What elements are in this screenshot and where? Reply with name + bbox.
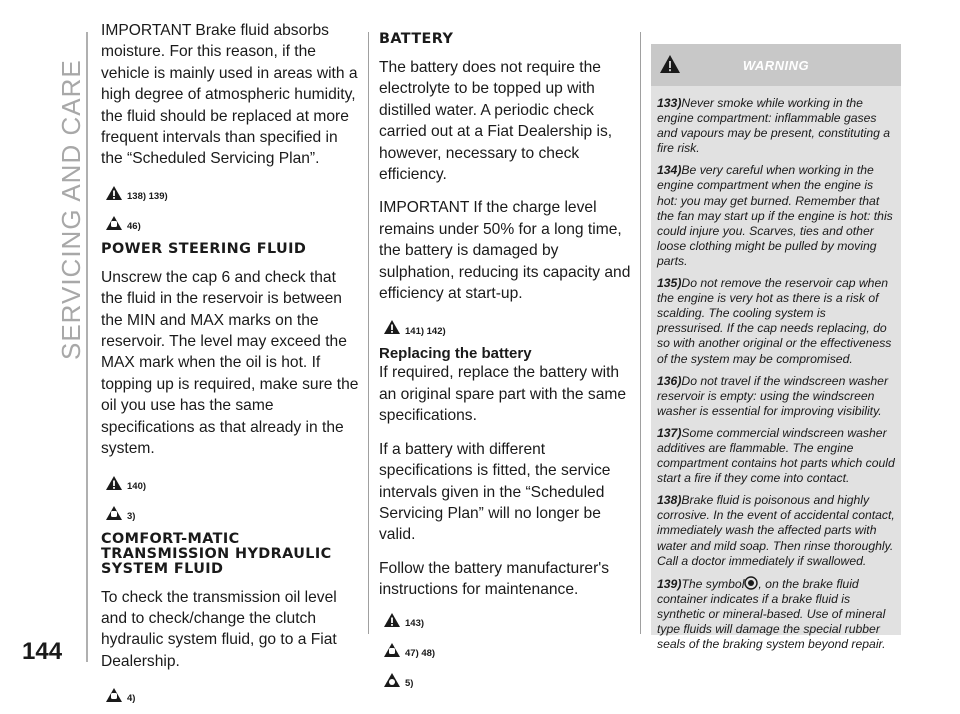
heading-comfort-matic: COMFORT-MATIC TRANSMISSION HYDRAULIC SYSTEM FLUID bbox=[101, 530, 332, 577]
power-steering-paragraph: Unscrew the cap 6 and check that the fluid in the reservoir is between the MIN and MAX marks on the reservoir. The level may exceed the MAX mark when the oil is hot. If topping up is required, make sure the oil you use has the same specifications as that already in the system. bbox=[101, 268, 359, 458]
warning-list bbox=[651, 86, 901, 652]
warning-item bbox=[657, 426, 895, 486]
warning-item bbox=[657, 163, 895, 269]
caution-ref-number: 46) bbox=[127, 221, 141, 233]
column-middle bbox=[379, 20, 631, 699]
warning-triangle-icon bbox=[105, 185, 123, 201]
warning-ref bbox=[105, 472, 359, 494]
warning-item-text: Do not remove the reservoir cap when the engine is very hot as there is a risk of scalding. The cooling system is pressurised. If the cap needs replacing, do so with another original or the effectiveness of the system may be compromised. bbox=[657, 276, 892, 366]
warning-ref bbox=[383, 316, 631, 338]
warning-triangle-icon bbox=[659, 54, 681, 74]
warning-item-number: 139) bbox=[657, 576, 682, 591]
warning-ref bbox=[105, 182, 359, 204]
column-left bbox=[101, 20, 359, 714]
column-divider bbox=[640, 32, 641, 634]
caution-ref-number: 4) bbox=[127, 693, 136, 705]
column-divider bbox=[368, 32, 369, 634]
battery-important-paragraph: IMPORTANT If the charge level remains under 50% for a long time, the battery is damaged by sulphation, reducing its capacity and efficiency at start-up. bbox=[379, 199, 631, 303]
caution-hand-icon bbox=[105, 215, 123, 231]
brake-fluid-paragraph: IMPORTANT Brake fluid absorbs moisture. For this reason, if the vehicle is mainly used in areas with a high degree of atmospheric humidity, the fluid should be replaced at more frequent intervals than specified in the “Scheduled Servicing Plan”. bbox=[101, 22, 358, 168]
warning-item-number: 135) bbox=[657, 276, 682, 291]
caution-ref bbox=[105, 502, 359, 524]
environment-ref-number: 5) bbox=[405, 677, 414, 689]
warning-title: WARNING bbox=[742, 57, 810, 73]
caution-ref-number: 47) 48) bbox=[405, 647, 436, 659]
warning-box bbox=[651, 44, 901, 652]
warning-item bbox=[657, 493, 895, 568]
warning-item-number: 133) bbox=[657, 96, 682, 110]
warning-item-text: Brake fluid is poisonous and highly corrosive. In the event of accidental contact, immediately wash the affected parts with water and mild soap. Then rinse thoroughly. Call a doctor immediately if swallowed. bbox=[657, 493, 895, 568]
warning-item-text: The symbol bbox=[681, 576, 745, 591]
heading-replacing-battery: Replacing the battery bbox=[379, 345, 532, 363]
warning-item-text: , on the brake fluid container indicates if a brake fluid is synthetic or mineral-based. Use of mineral type fluids will damage the special rubber seals of the braking system beyond repair. bbox=[657, 576, 886, 652]
caution-hand-icon bbox=[383, 642, 401, 658]
warning-ref-number: 140) bbox=[127, 480, 147, 492]
warning-item-text: Never smoke while working in the engine compartment: inflammable gases and vapours may be present, constituting a fire risk. bbox=[657, 96, 891, 156]
warning-ref bbox=[383, 609, 631, 631]
warning-ref-number: 138) 139) bbox=[127, 191, 168, 203]
side-rule bbox=[86, 32, 88, 662]
environment-icon bbox=[383, 672, 401, 688]
warning-ref-number: 143) bbox=[405, 617, 425, 629]
heading-power-steering-fluid: POWER STEERING FLUID bbox=[101, 240, 307, 257]
warning-item bbox=[657, 276, 895, 367]
different-spec-paragraph: If a battery with different specifications is fitted, the service intervals given in the “Scheduled Servicing Plan” will no longer be valid. bbox=[379, 440, 611, 544]
caution-ref bbox=[105, 212, 359, 234]
caution-ref bbox=[105, 684, 359, 706]
warning-header bbox=[651, 44, 901, 86]
warning-triangle-icon bbox=[383, 612, 401, 628]
manufacturer-paragraph: Follow the battery manufacturer's instructions for maintenance. bbox=[379, 559, 610, 599]
warning-item-text: Do not travel if the windscreen washer reservoir is empty: using the windscreen washer is essential for improving visibility. bbox=[657, 373, 889, 418]
caution-hand-icon bbox=[105, 687, 123, 703]
caution-ref-number: 3) bbox=[127, 510, 136, 522]
caution-hand-icon bbox=[105, 505, 123, 521]
section-side-tab: SERVICING AND CARE bbox=[56, 59, 86, 360]
warning-item-text: Some commercial windscreen washer additives are flammable. The engine compartment contains hot parts which could start a fire if they come into contact. bbox=[657, 425, 895, 486]
caution-ref bbox=[383, 639, 631, 661]
warning-item-number: 136) bbox=[657, 373, 682, 388]
warning-item-text: Be very careful when working in the engine compartment when the engine is hot: you may get burned. Remember that the fan may start up if the engine is hot: this could injure you. Scarves, ties and other loose clothing might be pulled by moving parts. bbox=[657, 163, 893, 268]
warning-item-number: 138) bbox=[657, 493, 682, 508]
warning-item bbox=[657, 576, 895, 652]
brake-fluid-symbol-icon bbox=[744, 576, 758, 590]
warning-item bbox=[657, 374, 895, 419]
warning-item-number: 134) bbox=[657, 163, 682, 178]
warning-ref-number: 141) 142) bbox=[405, 325, 446, 337]
page-number: 144 bbox=[22, 638, 63, 665]
warning-triangle-icon bbox=[105, 475, 123, 491]
heading-battery: BATTERY bbox=[379, 31, 454, 47]
transmission-paragraph: To check the transmission oil level and to check/change the clutch hydraulic system fluid, go to a Fiat Dealership. bbox=[101, 588, 337, 670]
warning-triangle-icon bbox=[383, 319, 401, 335]
battery-paragraph: The battery does not require the electrolyte to be topped up with distilled water. A periodic check carried out at a Fiat Dealership is, however, necessary to check efficiency. bbox=[379, 59, 613, 184]
replace-paragraph: If required, replace the battery with an original spare part with the same specifications. bbox=[379, 364, 627, 425]
warning-item-number: 137) bbox=[657, 425, 682, 440]
environment-ref bbox=[383, 669, 631, 691]
warning-item bbox=[657, 96, 895, 156]
